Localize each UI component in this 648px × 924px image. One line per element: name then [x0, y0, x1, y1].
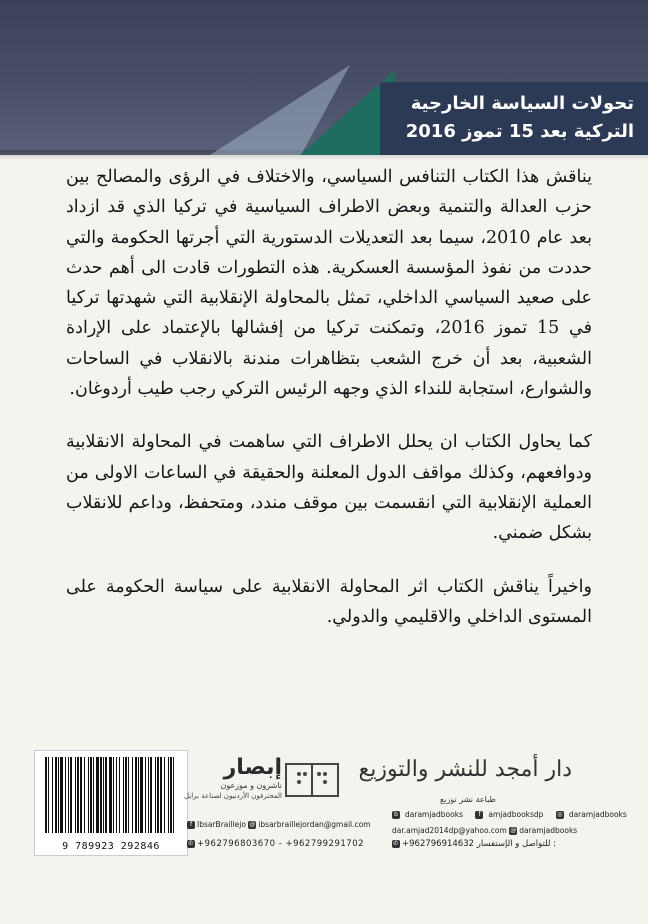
facebook-icon: f	[187, 821, 195, 829]
amjad-email-handle: daramjadbooks	[519, 826, 578, 835]
amjad-social-3: daramjadbooks	[568, 810, 627, 819]
barcode-bar	[135, 757, 137, 833]
book-title-line-1: تحولات السياسة الخارجية	[410, 93, 634, 114]
barcode-bar	[155, 757, 156, 833]
amjad-social-1: daramjadbooks	[405, 810, 463, 819]
ibsar-phone-row	[187, 839, 364, 849]
barcode-bar	[140, 757, 143, 833]
dar-amjad-services: طباعة نشر توزيع	[440, 795, 496, 804]
isbn-barcode	[34, 750, 188, 856]
isbn-number: 9 789923 292846	[62, 841, 160, 852]
barcode-bar	[148, 757, 149, 833]
ibsar-email: ibsarbraillejordan@gmail.com	[258, 820, 371, 829]
amjad-contact-label: للتواصل و الإستفسار :	[476, 839, 557, 849]
barcode-bar	[84, 757, 85, 833]
ibsar-tagline: المحترفون الأردنيون لصناعة برايل	[183, 792, 282, 800]
whatsapp-icon: ✆	[393, 839, 399, 847]
barcode-bar	[96, 757, 99, 833]
blurb	[66, 162, 592, 655]
ibsar-name: إبصار	[223, 755, 282, 780]
barcode-bar	[160, 757, 162, 833]
barcode-bar	[48, 757, 49, 833]
barcode-bar	[70, 757, 72, 833]
barcode-bar	[128, 757, 129, 833]
barcode-bar	[113, 757, 114, 833]
blurb-paragraph-2: كما يحاول الكتاب ان يحلل الاطراف التي ساهمت في المحاولة الانقلابية ودوافعهم، وكذلك مواقف الدول المعلنة والحقيقة في الساعات الاولى من العملية الإنقلابية التي انقسمت بين موقف مندد، ومتحفظ، وداعم للانقلاب بشكل ضمني.	[66, 432, 592, 544]
barcode-bar	[103, 757, 104, 833]
barcode-bar	[55, 757, 57, 833]
book-title-line-2: التركية بعد 15 تموز 2016	[405, 121, 634, 142]
ibsar-subtitle: ناشرون و موزعون	[220, 781, 282, 790]
whatsapp-icon: ✆	[188, 839, 194, 847]
dar-amjad-logo: دار أمجد للنشر والتوزيع	[358, 757, 572, 782]
ibsar-phone: +962796803670 - +962799291702	[197, 839, 365, 849]
amjad-social-2: amjadbooksdp	[488, 810, 544, 819]
instagram-icon: ◎	[557, 811, 563, 818]
book-title	[380, 82, 648, 155]
dar-amjad-email-row	[392, 826, 577, 835]
amjad-email: dar.amjad2014dp@yahoo.com	[392, 826, 507, 835]
ibsar-social	[187, 820, 371, 829]
barcode-bar	[168, 757, 169, 833]
barcode-bar	[125, 757, 127, 833]
barcode-bar	[170, 757, 172, 833]
ibsar-logo	[183, 755, 282, 810]
barcode-bar	[60, 757, 63, 833]
facebook-icon: f	[475, 811, 483, 819]
barcode-bar	[119, 757, 120, 833]
barcode-bar	[173, 757, 174, 833]
barcode-bar	[68, 757, 69, 833]
ibsar-facebook: IbsarBraillejo	[197, 820, 246, 829]
barcode-bar	[150, 757, 152, 833]
dar-amjad-social	[392, 810, 637, 819]
barcode-bar	[157, 757, 159, 833]
amjad-phone: +962796914632	[402, 839, 475, 849]
barcode-bar	[77, 757, 79, 833]
barcode-bar	[105, 757, 107, 833]
barcode-bar	[90, 757, 92, 833]
blurb-paragraph-1: يناقش هذا الكتاب التنافس السياسي، والاختلاف في الرؤى والمصالح بين حزب العدالة والتنمية وبعض الاطراف السياسية في تركيا الذي قد ازداد بعد عام 2010، سيما بعد التعديلات الدستورية التي أجرتها الحكومة والتي حددت من نفوذ المؤسسة العسكرية. هذه التطورات قادت الى أهم حدث على صعيد السياسي الداخلي، تمثل بالمحاولة الإنقلابية التي شهدتها تركيا في 15 تموز 2016، وتمكنت تركيا من إفشالها بالإعتماد على الإرادة الشعبية، بعد أن خرج الشعب بتظاهرات مندنة بالانقلاب في الساحات والشوارع، استجابة للنداء الذي وجهه الرئيس التركي رجب طيب أردوغان.	[66, 167, 593, 400]
barcode-bar	[132, 757, 133, 833]
barcode-bar	[138, 757, 139, 833]
barcode-bar	[123, 757, 124, 833]
barcode-bar	[52, 757, 53, 833]
email-icon: @	[510, 827, 517, 834]
barcode-bar	[116, 757, 117, 833]
blog-icon: b	[392, 811, 400, 819]
barcode-bar	[45, 757, 47, 833]
barcode-bar	[164, 757, 165, 833]
barcode-bar	[75, 757, 76, 833]
barcode-bar	[58, 757, 59, 833]
publisher-footer	[22, 742, 627, 872]
barcode-bar	[88, 757, 89, 833]
dar-amjad-phone-row	[392, 839, 556, 849]
barcode-bar	[145, 757, 146, 833]
open-book-icon	[284, 760, 340, 800]
barcode-bar	[80, 757, 82, 833]
barcode-bar	[93, 757, 94, 833]
barcode-bar	[109, 757, 112, 833]
barcode-bar	[65, 757, 66, 833]
barcode-bars	[43, 757, 179, 835]
blurb-paragraph-3: واخيراً يناقش الكتاب اثر المحاولة الانقلابية على سياسة الحكومة على المستوى الداخلي والاقليمي والدولي.	[66, 576, 592, 627]
barcode-bar	[100, 757, 102, 833]
email-icon: @	[249, 821, 256, 828]
